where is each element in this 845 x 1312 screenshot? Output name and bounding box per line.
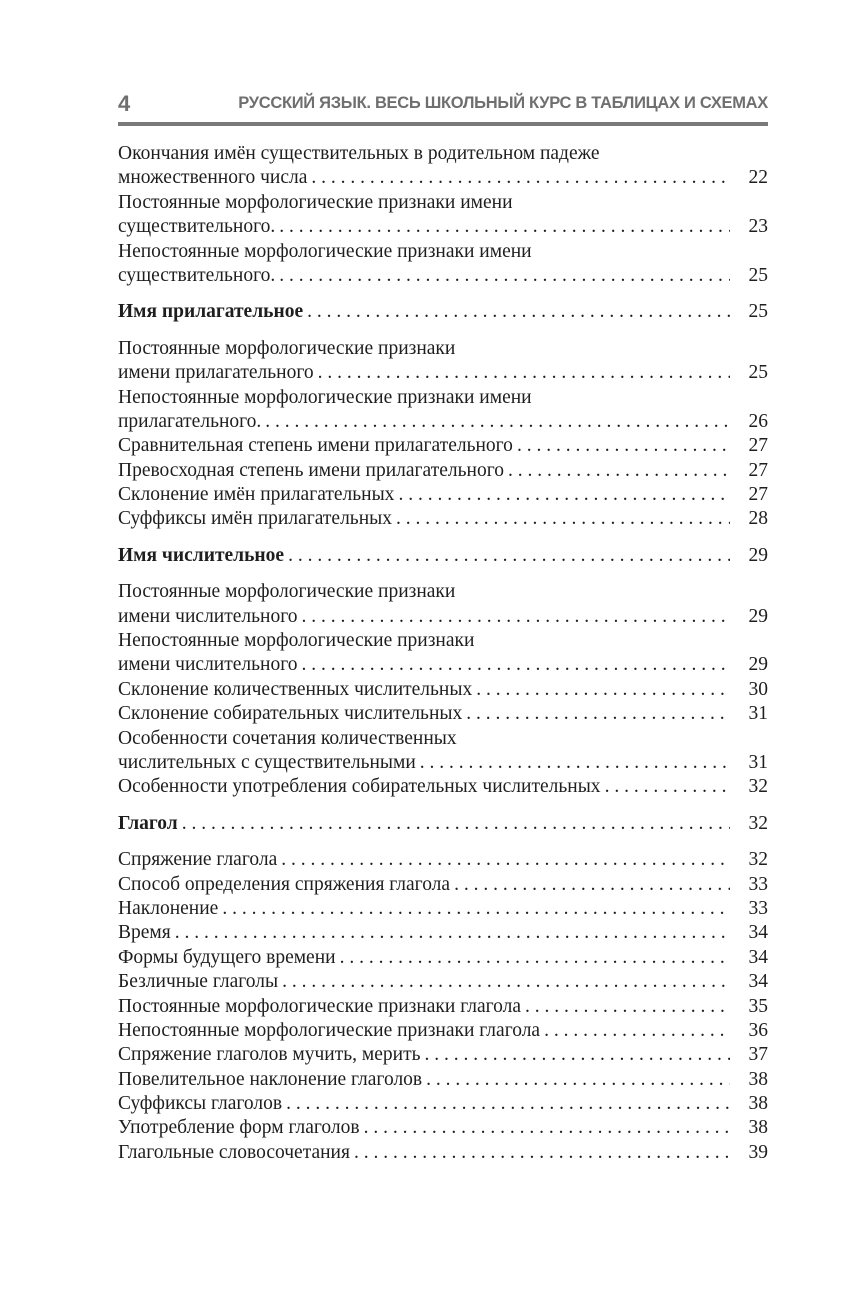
- toc-entry-title-line: Постоянные морфологические признаки: [118, 337, 456, 359]
- toc-page-number: 38: [748, 1068, 768, 1090]
- toc-page-number: 33: [748, 897, 768, 919]
- toc-page-number: 22: [748, 167, 768, 189]
- toc-page-number: 34: [748, 946, 768, 968]
- toc-entry-last-line: [118, 361, 768, 385]
- toc-entry: [118, 507, 768, 531]
- toc-entry-last-line: [118, 1043, 768, 1067]
- toc-section-heading: [118, 812, 768, 836]
- toc-entry: [118, 1141, 768, 1165]
- dot-leader: [278, 970, 730, 994]
- toc-entry-title: Время: [118, 922, 171, 944]
- dot-leader: [261, 410, 730, 434]
- toc-entry-title: Особенности употребления собирательных числительных: [118, 776, 601, 798]
- toc-entry-title: множественного числа: [118, 167, 308, 189]
- dot-leader: [450, 873, 730, 897]
- dot-leader: [336, 946, 730, 970]
- dot-leader: [416, 751, 730, 775]
- toc-page-number: 27: [748, 435, 768, 457]
- toc-entry-title-line: Постоянные морфологические признаки имени: [118, 191, 513, 213]
- toc-entry-last-line: [118, 702, 768, 726]
- dot-leader: [178, 812, 730, 836]
- page-number: 4: [118, 91, 131, 116]
- toc-entry-last-line: [118, 1116, 768, 1140]
- toc-entry-title-line: Постоянные морфологические признаки: [118, 581, 456, 603]
- dot-leader: [360, 1116, 730, 1140]
- toc-entry-last-line: [118, 1019, 768, 1043]
- toc-entry: [118, 459, 768, 483]
- toc-entry: [118, 629, 768, 678]
- toc-entry-title-line: Особенности сочетания количественных: [118, 727, 457, 749]
- table-of-contents: [118, 142, 768, 1165]
- toc-page-number: 27: [748, 484, 768, 506]
- toc-page-number: 37: [748, 1044, 768, 1066]
- toc-page-number: 34: [748, 922, 768, 944]
- toc-entry-title: Постоянные морфологические признаки глагола: [118, 995, 521, 1017]
- toc-entry-last-line: [118, 995, 768, 1019]
- toc-entry-title: числительных с существительными: [118, 751, 416, 773]
- dot-leader: [314, 361, 730, 385]
- toc-entry: [118, 240, 768, 289]
- toc-entry-title-line: Непостоянные морфологические признаки: [118, 630, 475, 652]
- toc-entry-last-line: [118, 1092, 768, 1116]
- toc-section-heading: [118, 300, 768, 324]
- toc-entry: [118, 946, 768, 970]
- toc-entry-last-line: [118, 751, 768, 775]
- toc-entry: [118, 337, 768, 386]
- toc-entry-last-line: [118, 921, 768, 945]
- dot-leader: [275, 215, 730, 239]
- toc-entry-title: Употребление форм глаголов: [118, 1117, 360, 1139]
- toc-entry-title: Склонение имён прилагательных: [118, 484, 395, 506]
- toc-entry-last-line: [118, 653, 768, 677]
- toc-page-number: 39: [748, 1141, 768, 1163]
- toc-entry-title: Наклонение: [118, 897, 219, 919]
- dot-leader: [275, 264, 730, 288]
- toc-entry-last-line: [118, 434, 768, 458]
- toc-entry-last-line: [118, 873, 768, 897]
- header-rule: [118, 122, 768, 126]
- toc-entry: [118, 848, 768, 872]
- toc-entry-last-line: [118, 1141, 768, 1165]
- dot-leader: [298, 605, 731, 629]
- toc-section-heading: [118, 544, 768, 568]
- toc-entry-last-line: [118, 215, 768, 239]
- toc-entry-title-line: Непостоянные морфологические признаки имени: [118, 240, 532, 262]
- toc-page-number: 34: [748, 971, 768, 993]
- toc-entry: [118, 1019, 768, 1043]
- toc-entry-title: Имя числительное: [118, 544, 285, 566]
- toc-entry-last-line: [118, 678, 768, 702]
- toc-entry-title: существительного.: [118, 216, 276, 238]
- toc-entry: [118, 191, 768, 240]
- dot-leader: [540, 1019, 730, 1043]
- toc-entry-title: существительного.: [118, 264, 276, 286]
- dot-leader: [218, 897, 730, 921]
- toc-entry-title: прилагательного.: [118, 410, 262, 432]
- toc-entry-last-line: [118, 897, 768, 921]
- toc-entry-title: Превосходная степень имени прилагательного: [118, 459, 504, 481]
- toc-entry-title: имени числительного: [118, 605, 298, 627]
- toc-entry-last-line: [118, 264, 768, 288]
- toc-page-number: 23: [748, 216, 768, 238]
- toc-entry-title: Глагольные словосочетания: [118, 1141, 350, 1163]
- toc-entry: [118, 970, 768, 994]
- toc-page-number: 25: [748, 301, 768, 323]
- toc-entry: [118, 921, 768, 945]
- toc-page-number: 32: [748, 776, 768, 798]
- dot-leader: [504, 459, 730, 483]
- toc-entry-last-line: [118, 1068, 768, 1092]
- dot-leader: [298, 653, 731, 677]
- toc-entry-last-line: [118, 459, 768, 483]
- toc-page-number: 29: [748, 605, 768, 627]
- toc-entry-title: Глагол: [118, 812, 178, 834]
- toc-page-number: 36: [748, 1019, 768, 1041]
- toc-entry-last-line: [118, 544, 768, 568]
- dot-leader: [282, 1092, 730, 1116]
- dot-leader: [392, 507, 730, 531]
- toc-entry-last-line: [118, 507, 768, 531]
- toc-entry-last-line: [118, 775, 768, 799]
- toc-entry-title: Безличные глаголы: [118, 971, 279, 993]
- toc-page-number: 25: [748, 362, 768, 384]
- toc-page-number: 30: [748, 678, 768, 700]
- dot-leader: [307, 166, 730, 190]
- toc-page-number: 31: [748, 703, 768, 725]
- dot-leader: [303, 300, 730, 324]
- toc-entry: [118, 873, 768, 897]
- toc-entry: [118, 678, 768, 702]
- toc-entry: [118, 775, 768, 799]
- toc-entry: [118, 1092, 768, 1116]
- toc-page-number: 28: [748, 508, 768, 530]
- toc-page-number: 27: [748, 459, 768, 481]
- dot-leader: [350, 1141, 730, 1165]
- toc-entry-title: Спряжение глагола: [118, 849, 278, 871]
- dot-leader: [513, 434, 730, 458]
- toc-entry-last-line: [118, 812, 768, 836]
- toc-entry-title: Суффиксы глаголов: [118, 1093, 283, 1115]
- dot-leader: [462, 702, 730, 726]
- toc-entry: [118, 483, 768, 507]
- toc-page-number: 38: [748, 1117, 768, 1139]
- toc-entry-last-line: [118, 166, 768, 190]
- toc-entry: [118, 897, 768, 921]
- toc-entry-title: Склонение количественных числительных: [118, 678, 473, 700]
- toc-entry-last-line: [118, 946, 768, 970]
- toc-page-number: 33: [748, 873, 768, 895]
- toc-entry-last-line: [118, 848, 768, 872]
- toc-entry-title: имени прилагательного: [118, 362, 314, 384]
- dot-leader: [394, 483, 730, 507]
- toc-entry-title-line: Непостоянные морфологические признаки имени: [118, 386, 532, 408]
- toc-entry-title: Спряжение глаголов мучить, мерить: [118, 1044, 421, 1066]
- toc-entry-title: Склонение собирательных числительных: [118, 703, 463, 725]
- toc-page-number: 32: [748, 849, 768, 871]
- toc-entry: [118, 1043, 768, 1067]
- toc-page-number: 26: [748, 410, 768, 432]
- toc-entry-last-line: [118, 300, 768, 324]
- toc-entry: [118, 727, 768, 776]
- toc-page-number: 29: [748, 544, 768, 566]
- toc-entry-last-line: [118, 410, 768, 434]
- toc-entry-title: Способ определения спряжения глагола: [118, 873, 451, 895]
- toc-page-number: 29: [748, 654, 768, 676]
- toc-page-number: 38: [748, 1093, 768, 1115]
- dot-leader: [171, 921, 730, 945]
- toc-entry-title: Непостоянные морфологические признаки глагола: [118, 1019, 541, 1041]
- toc-entry: [118, 386, 768, 435]
- toc-entry-last-line: [118, 970, 768, 994]
- dot-leader: [277, 848, 730, 872]
- running-title: РУССКИЙ ЯЗЫК. ВЕСЬ ШКОЛЬНЫЙ КУРС В ТАБЛИЦАХ И СХЕМАХ: [238, 94, 768, 112]
- toc-entry-title-line: Окончания имён существительных в родительном падеже: [118, 143, 600, 164]
- toc-entry: [118, 580, 768, 629]
- toc-entry-title: Повелительное наклонение глаголов: [118, 1068, 423, 1090]
- dot-leader: [421, 1043, 731, 1067]
- toc-page-number: 35: [748, 995, 768, 1017]
- toc-entry: [118, 1116, 768, 1140]
- toc-entry: [118, 995, 768, 1019]
- toc-page-number: 25: [748, 264, 768, 286]
- dot-leader: [521, 995, 730, 1019]
- running-header: [118, 88, 768, 120]
- toc-entry-last-line: [118, 605, 768, 629]
- toc-entry: [118, 142, 768, 191]
- toc-entry-title: Имя прилагательное: [118, 301, 304, 323]
- dot-leader: [601, 775, 730, 799]
- toc-entry-title: Формы будущего времени: [118, 946, 336, 968]
- toc-entry-last-line: [118, 483, 768, 507]
- dot-leader: [472, 678, 730, 702]
- toc-entry-title: Суффиксы имён прилагательных: [118, 508, 392, 530]
- toc-entry-title: имени числительного: [118, 654, 298, 676]
- dot-leader: [422, 1068, 730, 1092]
- toc-entry-title: Сравнительная степень имени прилагательного: [118, 435, 513, 457]
- dot-leader: [284, 544, 730, 568]
- toc-page-number: 31: [748, 751, 768, 773]
- toc-entry: [118, 434, 768, 458]
- toc-page-number: 32: [748, 812, 768, 834]
- toc-entry: [118, 1068, 768, 1092]
- toc-entry: [118, 702, 768, 726]
